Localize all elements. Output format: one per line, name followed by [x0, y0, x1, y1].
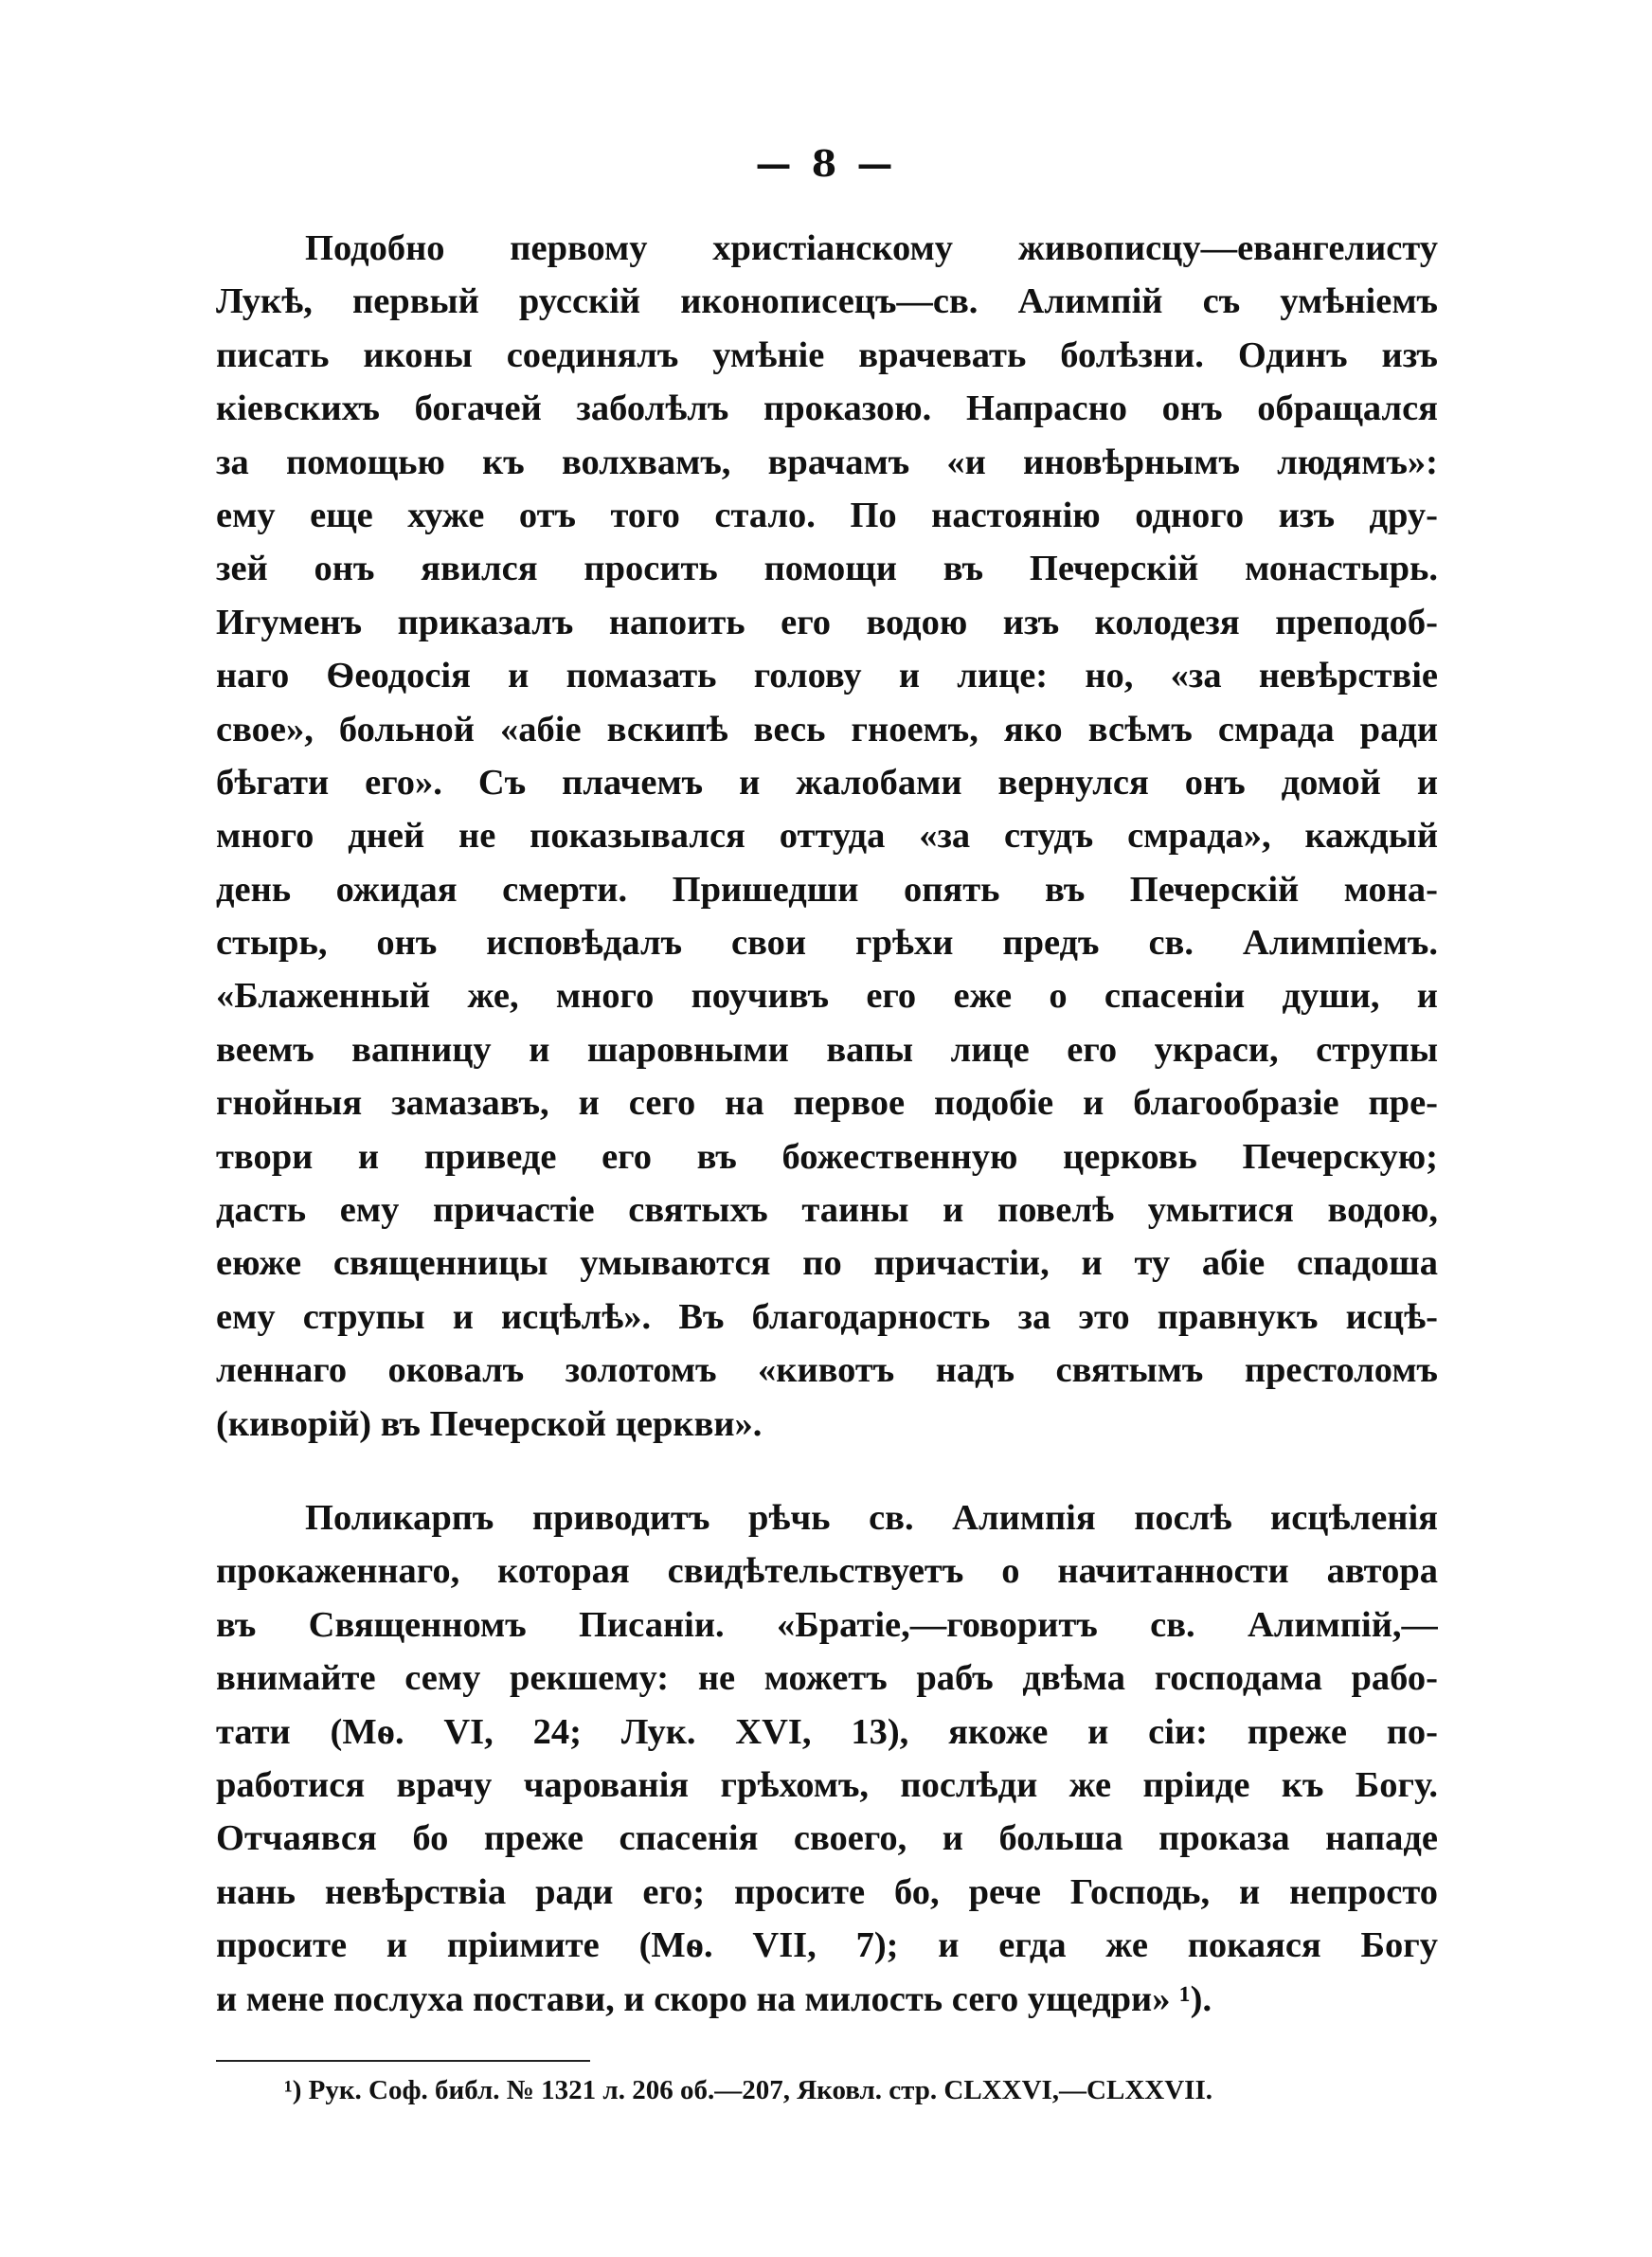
text-line: день ожидая смерти. Пришедши опять въ Печерскій мона-: [216, 869, 1438, 910]
text-line: тати (Мѳ. VI, 24; Лук. XVI, 13), якоже и сіи: преже по-: [216, 1711, 1438, 1752]
text-line: Подобно первому христіанскому живописцу—евангелисту: [305, 228, 1438, 268]
text-line: работися врачу чарованія грѣхомъ, послѣди же пріиде къ Богу.: [216, 1764, 1438, 1805]
text-line: Поликарпъ приводитъ рѣчь св. Алимпія послѣ исцѣленія: [305, 1498, 1438, 1538]
text-line: стырь, онъ исповѣдалъ свои грѣхи предъ св. Алимпіемъ.: [216, 923, 1438, 964]
text-line: веемъ вапницу и шаровными вапы лице его украси, струпы: [216, 1029, 1438, 1070]
page-number: — 8 —: [755, 142, 897, 185]
text-line: наго Ѳеодосія и помазать голову и лице: но, «за невѣрствіе: [216, 656, 1438, 696]
text-line: внимайте сему рекшему: не можетъ рабъ двѣма господама рабо-: [216, 1658, 1438, 1699]
paragraph: [216, 1491, 1438, 2026]
text-line: Лукѣ, первый русскій иконописецъ—св. Алимпій съ умѣніемъ: [216, 281, 1438, 322]
text-line: въ Священномъ Писаніи. «Братіе,—говоритъ св. Алимпій,—: [216, 1604, 1438, 1645]
footnote-divider: [216, 2060, 590, 2062]
footnote: ¹) Рук. Соф. библ. № 1321 л. 206 об.—207, Яковл. стр. CLXXVI,—CLXXVII.: [284, 2075, 1212, 2105]
text-line: много дней не показывался оттуда «за студъ смрада», каждый: [216, 816, 1438, 857]
text-line: бѣгати его». Съ плачемъ и жалобами вернулся онъ домой и: [216, 762, 1438, 803]
paragraph: [216, 222, 1438, 1451]
text-line: Игуменъ приказалъ напоить его водою изъ колодезя преподоб-: [216, 602, 1438, 642]
text-line: Отчаявся бо преже спасенія своего, и больша проказа нападе: [216, 1818, 1438, 1859]
text-line: кіевскихъ богачей заболѣлъ проказою. Напрасно онъ обращался: [216, 388, 1438, 429]
text-line: зей онъ явился просить помощи въ Печерскій монастырь.: [216, 549, 1438, 589]
text-line: писать иконы соединялъ умѣніе врачевать болѣзни. Одинъ изъ: [216, 334, 1438, 375]
text-line: леннаго оковалъ золотомъ «кивотъ надъ святымъ престоломъ: [216, 1350, 1438, 1391]
text-line: нань невѣрствіа ради его; просите бо, рече Господь, и непросто: [216, 1871, 1438, 1912]
text-line: дасть ему причастіе святыхъ таины и повелѣ умытися водою,: [216, 1190, 1438, 1231]
text-line: (киворій) въ Печерской церкви».: [216, 1403, 763, 1444]
text-line: твори и приведе его въ божественную церковь Печерскую;: [216, 1136, 1438, 1177]
text-line: ему струпы и исцѣлѣ». Въ благодарность за это правнукъ исцѣ-: [216, 1296, 1438, 1337]
text-line: просите и пріимите (Мѳ. VII, 7); и егда же покаяся Богу: [216, 1925, 1438, 1966]
text-line: за помощью къ волхвамъ, врачамъ «и иновѣрнымъ людямъ»:: [216, 442, 1438, 482]
text-line: свое», больной «абіе вскипѣ весь гноемъ, яко всѣмъ смрада ради: [216, 709, 1438, 749]
text-line: «Блаженный же, много поучивъ его еже о спасеніи души, и: [216, 976, 1438, 1017]
text-line: ему еще хуже отъ того стало. По настоянію одного изъ дру-: [216, 495, 1438, 535]
text-line: еюже священницы умываются по причастіи, и ту абіе спадоша: [216, 1243, 1438, 1284]
text-line: прокаженнаго, которая свидѣтельствуетъ о начитанности автора: [216, 1551, 1438, 1592]
text-line: гнойныя замазавъ, и сего на первое подобіе и благообразіе пре-: [216, 1083, 1438, 1124]
text-line: и мене послуха постави, и скоро на милость сего ущедри» ¹).: [216, 1978, 1212, 2019]
